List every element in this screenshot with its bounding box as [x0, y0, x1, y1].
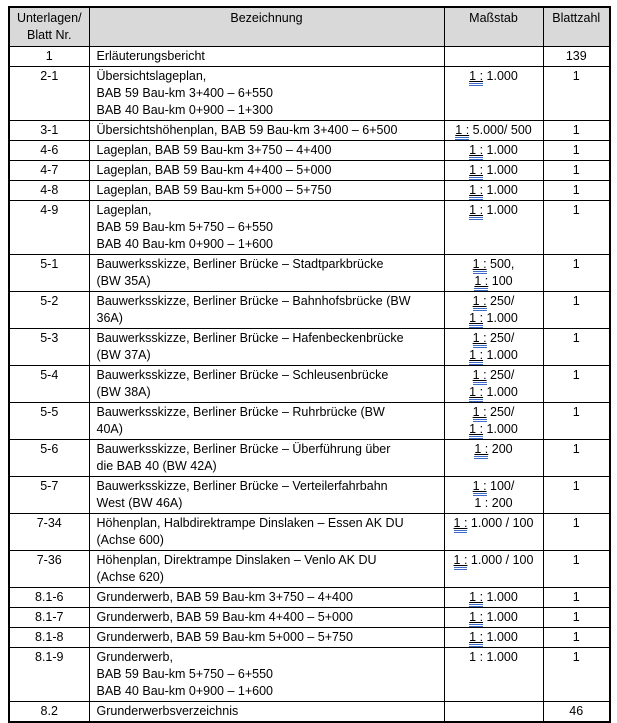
scale-grammar-mark: 1 :	[473, 331, 487, 348]
scale-grammar-mark: 1 :	[469, 385, 483, 402]
designation-line: Bauwerksskizze, Berliner Brücke – Überführung über	[96, 442, 391, 456]
row-designation	[89, 628, 444, 648]
scale-grammar-mark: 1 :	[473, 257, 487, 274]
designation-line: BAB 59 Bau-km 5+750 – 6+550	[96, 220, 274, 234]
designation-line: Grunderwerb,	[96, 650, 173, 664]
row-sheet-count: 1	[543, 141, 610, 161]
table-row	[9, 201, 610, 255]
scale-line: 1 : 1.000	[449, 68, 539, 85]
document-table-body	[9, 47, 610, 723]
designation-line: Grunderwerb, BAB 59 Bau-km 4+400 – 5+000	[96, 610, 353, 624]
designation-line: Grunderwerb, BAB 59 Bau-km 5+000 – 5+750	[96, 630, 353, 644]
header-massstab: Maßstab	[444, 7, 543, 47]
table-row	[9, 141, 610, 161]
scale-line: 1 : 200	[474, 496, 513, 510]
row-sheet-count: 1	[543, 292, 610, 329]
scale-line: 1 : 250/	[449, 367, 539, 384]
table-row	[9, 47, 610, 67]
row-designation	[89, 440, 444, 477]
row-designation	[89, 121, 444, 141]
row-number: 4-7	[9, 161, 89, 181]
header-unterlagen-line1: Unterlagen/	[16, 11, 82, 25]
scale-grammar-mark: 1 :	[469, 422, 483, 439]
table-row	[9, 477, 610, 514]
row-designation	[89, 477, 444, 514]
row-scale	[444, 514, 543, 551]
row-number: 4-6	[9, 141, 89, 161]
designation-line: Grunderwerb, BAB 59 Bau-km 3+750 – 4+400	[96, 590, 353, 604]
table-row	[9, 161, 610, 181]
row-sheet-count: 1	[543, 121, 610, 141]
table-row	[9, 403, 610, 440]
table-row	[9, 551, 610, 588]
scale-grammar-mark: 1 :	[454, 553, 468, 570]
row-scale	[444, 292, 543, 329]
designation-line: Bauwerksskizze, Berliner Brücke – Schleusenbrücke	[96, 368, 389, 382]
designation-line: (Achse 600)	[96, 533, 164, 547]
row-sheet-count: 46	[543, 702, 610, 723]
table-row	[9, 588, 610, 608]
table-row	[9, 181, 610, 201]
row-scale	[444, 47, 543, 67]
scale-grammar-mark: 1 :	[469, 163, 483, 180]
designation-line: Lageplan, BAB 59 Bau-km 3+750 – 4+400	[96, 143, 332, 157]
row-scale	[444, 67, 543, 121]
scale-line: 1 : 1.000	[449, 609, 539, 626]
row-scale	[444, 366, 543, 403]
table-row	[9, 67, 610, 121]
scale-line: 1 : 1.000	[449, 202, 539, 219]
scale-line: 1 : 1.000 / 100	[449, 515, 539, 532]
scale-line: 1 : 1.000	[449, 589, 539, 606]
row-designation	[89, 161, 444, 181]
designation-line: (BW 38A)	[96, 385, 151, 399]
scale-line: 1 : 100	[449, 273, 539, 290]
row-designation	[89, 366, 444, 403]
designation-line: Lageplan, BAB 59 Bau-km 5+000 – 5+750	[96, 183, 332, 197]
table-row	[9, 628, 610, 648]
scale-grammar-mark: 1 :	[469, 610, 483, 627]
scale-grammar-mark: 1 :	[473, 405, 487, 422]
row-scale	[444, 588, 543, 608]
header-unterlagen-blatt-nr	[9, 7, 89, 47]
row-scale	[444, 121, 543, 141]
header-blattzahl: Blattzahl	[543, 7, 610, 47]
table-row	[9, 440, 610, 477]
row-sheet-count: 1	[543, 161, 610, 181]
designation-line: Bauwerksskizze, Berliner Brücke – Hafenbeckenbrücke	[96, 331, 404, 345]
designation-line: Höhenplan, Halbdirektrampe Dinslaken – Essen AK DU	[96, 516, 404, 530]
row-sheet-count: 1	[543, 67, 610, 121]
designation-line: BAB 40 Bau-km 0+900 – 1+600	[96, 684, 274, 698]
scale-grammar-mark: 1 :	[469, 311, 483, 328]
row-number: 8.1-9	[9, 648, 89, 702]
scale-line: 1 : 500,	[449, 256, 539, 273]
row-scale	[444, 329, 543, 366]
row-scale	[444, 201, 543, 255]
row-sheet-count: 1	[543, 628, 610, 648]
scale-grammar-mark: 1 :	[469, 183, 483, 200]
designation-line: (BW 37A)	[96, 348, 151, 362]
designation-line: BAB 40 Bau-km 0+900 – 1+300	[96, 103, 274, 117]
row-sheet-count: 1	[543, 648, 610, 702]
scale-line: 1 : 250/	[449, 330, 539, 347]
row-scale	[444, 141, 543, 161]
designation-line: Erläuterungsbericht	[96, 49, 205, 63]
designation-line: die BAB 40 (BW 42A)	[96, 459, 217, 473]
row-sheet-count: 1	[543, 201, 610, 255]
scale-line: 1 : 1.000	[449, 629, 539, 646]
row-designation	[89, 47, 444, 67]
row-sheet-count: 1	[543, 514, 610, 551]
row-number: 7-36	[9, 551, 89, 588]
scale-grammar-mark: 1 :	[469, 69, 483, 86]
row-sheet-count: 1	[543, 551, 610, 588]
row-number: 8.2	[9, 702, 89, 723]
scale-line: 1 : 1.000 / 100	[449, 552, 539, 569]
row-scale	[444, 255, 543, 292]
designation-line: Bauwerksskizze, Berliner Brücke – Verteilerfahrbahn	[96, 479, 388, 493]
row-sheet-count: 1	[543, 255, 610, 292]
row-number: 8.1-6	[9, 588, 89, 608]
row-designation	[89, 608, 444, 628]
designation-line: Bauwerksskizze, Berliner Brücke – Stadtparkbrücke	[96, 257, 384, 271]
scale-line: 1 : 1.000	[449, 347, 539, 364]
scale-grammar-mark: 1 :	[469, 590, 483, 607]
table-header-row	[9, 7, 610, 47]
row-sheet-count: 1	[543, 608, 610, 628]
scale-grammar-mark: 1 :	[474, 274, 488, 291]
row-scale	[444, 440, 543, 477]
table-row	[9, 292, 610, 329]
row-number: 8.1-8	[9, 628, 89, 648]
row-number: 7-34	[9, 514, 89, 551]
row-number: 5-4	[9, 366, 89, 403]
row-designation	[89, 255, 444, 292]
row-number: 5-6	[9, 440, 89, 477]
scale-line: 1 : 1.000	[449, 384, 539, 401]
table-row	[9, 608, 610, 628]
attachment-index-table	[8, 6, 611, 723]
row-designation	[89, 588, 444, 608]
designation-line: Bauwerksskizze, Berliner Brücke – Bahnhofsbrücke (BW	[96, 294, 411, 308]
designation-line: Übersichtslageplan,	[96, 69, 207, 83]
designation-line: Lageplan, BAB 59 Bau-km 4+400 – 5+000	[96, 163, 332, 177]
row-scale	[444, 628, 543, 648]
row-sheet-count: 1	[543, 366, 610, 403]
row-designation	[89, 181, 444, 201]
table-row	[9, 366, 610, 403]
row-designation	[89, 67, 444, 121]
table-row	[9, 255, 610, 292]
designation-line: West (BW 46A)	[96, 496, 183, 510]
designation-line: Bauwerksskizze, Berliner Brücke – Ruhrbrücke (BW	[96, 405, 385, 419]
row-number: 5-5	[9, 403, 89, 440]
row-number: 1	[9, 47, 89, 67]
row-scale	[444, 161, 543, 181]
designation-line: Grunderwerbsverzeichnis	[96, 704, 239, 718]
table-row	[9, 329, 610, 366]
row-sheet-count: 1	[543, 403, 610, 440]
document-page	[8, 6, 611, 723]
row-number: 2-1	[9, 67, 89, 121]
row-number: 5-7	[9, 477, 89, 514]
scale-grammar-mark: 1 :	[469, 143, 483, 160]
scale-grammar-mark: 1 :	[473, 294, 487, 311]
scale-line: 1 : 1.000	[449, 310, 539, 327]
row-scale	[444, 648, 543, 702]
row-number: 5-3	[9, 329, 89, 366]
table-row	[9, 648, 610, 702]
scale-grammar-mark: 1 :	[454, 516, 468, 533]
row-designation	[89, 403, 444, 440]
scale-grammar-mark: 1 :	[469, 630, 483, 647]
row-number: 8.1-7	[9, 608, 89, 628]
scale-grammar-mark: 1 :	[469, 348, 483, 365]
row-designation	[89, 648, 444, 702]
header-bezeichnung: Bezeichnung	[89, 7, 444, 47]
designation-line: Höhenplan, Direktrampe Dinslaken – Venlo AK DU	[96, 553, 377, 567]
row-scale	[444, 181, 543, 201]
row-sheet-count: 1	[543, 329, 610, 366]
row-designation	[89, 329, 444, 366]
scale-line: 1 : 250/	[449, 293, 539, 310]
scale-line: 1 : 1.000	[449, 162, 539, 179]
row-sheet-count: 1	[543, 181, 610, 201]
scale-line: 1 : 1.000	[449, 421, 539, 438]
designation-line: 40A)	[96, 422, 123, 436]
designation-line: (Achse 620)	[96, 570, 164, 584]
header-unterlagen-line2: Blatt Nr.	[27, 28, 72, 42]
row-number: 4-8	[9, 181, 89, 201]
row-designation	[89, 141, 444, 161]
scale-line: 1 : 100/	[449, 478, 539, 495]
scale-grammar-mark: 1 :	[455, 123, 469, 140]
scale-grammar-mark: 1 :	[473, 479, 487, 496]
row-designation	[89, 201, 444, 255]
row-number: 5-2	[9, 292, 89, 329]
scale-line: 1 : 1.000	[449, 142, 539, 159]
row-sheet-count: 139	[543, 47, 610, 67]
row-sheet-count: 1	[543, 440, 610, 477]
row-number: 3-1	[9, 121, 89, 141]
designation-line: (BW 35A)	[96, 274, 151, 288]
row-scale	[444, 477, 543, 514]
scale-line: 1 : 200	[449, 441, 539, 458]
row-scale	[444, 551, 543, 588]
designation-line: Übersichtshöhenplan, BAB 59 Bau-km 3+400 – 6+500	[96, 123, 398, 137]
row-sheet-count: 1	[543, 588, 610, 608]
scale-line: 1 : 1.000	[469, 650, 518, 664]
designation-line: BAB 59 Bau-km 5+750 – 6+550	[96, 667, 274, 681]
designation-line: 36A)	[96, 311, 123, 325]
row-scale	[444, 608, 543, 628]
scale-grammar-mark: 1 :	[473, 368, 487, 385]
row-sheet-count: 1	[543, 477, 610, 514]
row-number: 4-9	[9, 201, 89, 255]
designation-line: BAB 40 Bau-km 0+900 – 1+600	[96, 237, 274, 251]
designation-line: BAB 59 Bau-km 3+400 – 6+550	[96, 86, 274, 100]
table-row	[9, 121, 610, 141]
row-designation	[89, 292, 444, 329]
scale-grammar-mark: 1 :	[469, 203, 483, 220]
row-designation	[89, 514, 444, 551]
scale-grammar-mark: 1 :	[474, 442, 488, 459]
row-number: 5-1	[9, 255, 89, 292]
row-designation	[89, 551, 444, 588]
row-scale	[444, 403, 543, 440]
scale-line: 1 : 5.000/ 500	[449, 122, 539, 139]
designation-line: Lageplan,	[96, 203, 152, 217]
table-row	[9, 514, 610, 551]
scale-line: 1 : 1.000	[449, 182, 539, 199]
scale-line: 1 : 250/	[449, 404, 539, 421]
